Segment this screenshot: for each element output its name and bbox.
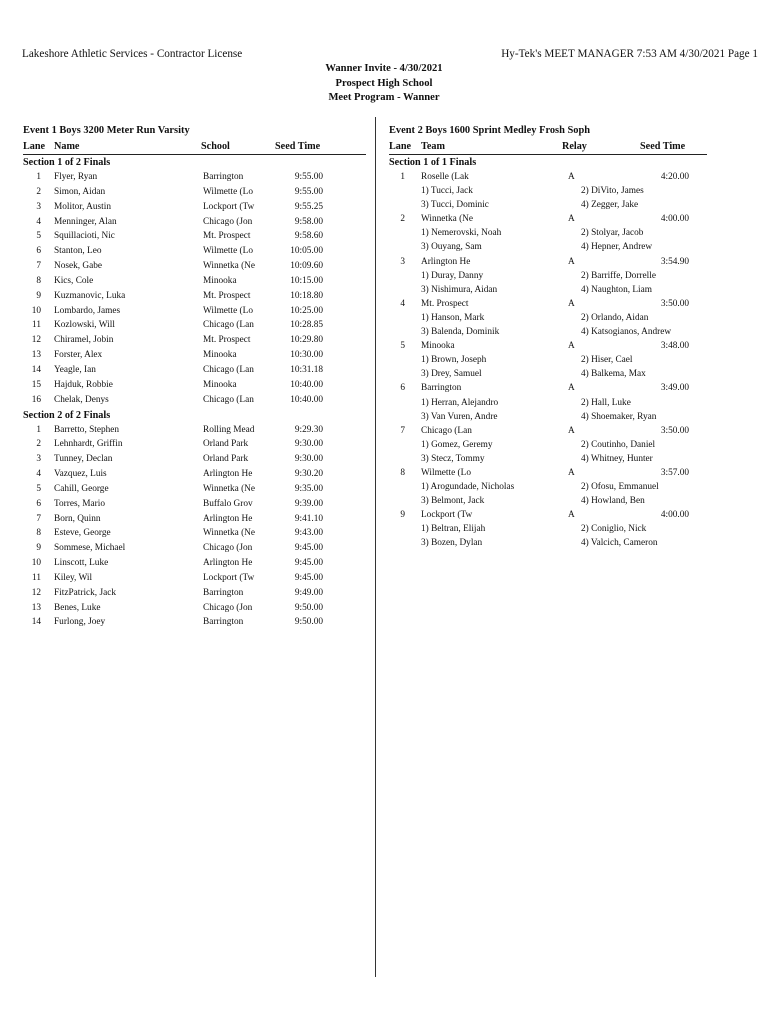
- relay-leg: 2) DiVito, James: [581, 186, 644, 197]
- school-name: Mt. Prospect: [203, 290, 251, 301]
- section-title: Section 1 of 2 Finals: [23, 157, 111, 168]
- seed-time: 9:49.00: [294, 587, 323, 598]
- seed-time: 10:25.00: [290, 305, 323, 316]
- athlete-name: Barretto, Stephen: [54, 424, 120, 435]
- lane-number: 8: [36, 528, 41, 539]
- table-row: [23, 615, 366, 630]
- table-row: [23, 348, 366, 363]
- athlete-name: Furlong, Joey: [54, 617, 106, 628]
- seed-time: 9:55.00: [294, 186, 323, 197]
- seed-time: 4:00.00: [660, 510, 689, 521]
- event-2-sections: [389, 155, 707, 551]
- relay-leg: 4) Valcich, Cameron: [581, 538, 658, 549]
- table-row: [23, 274, 366, 289]
- seed-time: 10:40.00: [290, 379, 323, 390]
- relay-leg: 1) Beltran, Elijah: [421, 524, 486, 535]
- relay-team-row: [389, 466, 707, 480]
- school-name: Chicago (Jon: [203, 602, 253, 613]
- school-name: Wilmette (Lo: [203, 305, 253, 316]
- relay-leg: 1) Hanson, Mark: [421, 312, 485, 323]
- lane-number: 4: [36, 469, 41, 480]
- seed-time: 10:28.85: [290, 320, 323, 331]
- header-software-timestamp: Hy-Tek's MEET MANAGER 7:53 AM 4/30/2021 Page 1: [501, 48, 758, 60]
- lane-number: 4: [36, 216, 41, 227]
- table-row: [23, 393, 366, 408]
- lane-number: 12: [31, 587, 41, 598]
- relay-leg: 1) Nemerovski, Noah: [421, 228, 502, 239]
- team-name: Winnetka (Ne: [421, 214, 474, 225]
- athlete-name: Simon, Aidan: [54, 186, 106, 197]
- lane-number: 3: [400, 256, 405, 267]
- relay-leg: 3) Tucci, Dominic: [421, 200, 489, 211]
- relay-leg: 1) Brown, Joseph: [421, 355, 487, 366]
- lane-number: 8: [36, 275, 41, 286]
- table-row: [23, 571, 366, 586]
- lane-number: 6: [36, 246, 41, 257]
- relay-leg: 4) Balkema, Max: [581, 369, 646, 380]
- seed-time: 3:48.00: [660, 341, 689, 352]
- seed-time: 10:29.80: [290, 335, 323, 346]
- lane-number: 11: [32, 572, 41, 583]
- relay-letter: A: [568, 467, 575, 478]
- lane-number: 2: [36, 186, 41, 197]
- lane-number: 7: [400, 425, 405, 436]
- school-name: Chicago (Jon: [203, 543, 253, 554]
- seed-time: 9:30.00: [294, 439, 323, 450]
- team-name: Minooka: [421, 341, 455, 352]
- table-row: [23, 170, 366, 185]
- school-name: Orland Park: [203, 439, 249, 450]
- team-name: Barrington: [421, 383, 462, 394]
- relay-legs-row: [389, 396, 707, 410]
- meet-venue: Prospect High School: [335, 77, 433, 89]
- athlete-name: Lehnhardt, Griffin: [54, 439, 123, 450]
- school-name: Arlington He: [203, 513, 253, 524]
- table-row: [23, 215, 366, 230]
- meet-title: Wanner Invite - 4/30/2021: [325, 63, 443, 74]
- table-row: [23, 363, 366, 378]
- relay-letter: A: [568, 341, 575, 352]
- athlete-name: Forster, Alex: [54, 350, 103, 361]
- lane-number: 3: [36, 454, 41, 465]
- athlete-name: Squillacioti, Nic: [54, 231, 115, 242]
- relay-leg: 3) Belmont, Jack: [421, 496, 485, 507]
- athlete-name: Yeagle, Ian: [54, 364, 96, 375]
- relay-letter: A: [568, 214, 575, 225]
- table-row: [23, 586, 366, 601]
- lane-header: Lane: [389, 141, 412, 152]
- table-row: [23, 437, 366, 452]
- school-name: Barrington: [203, 172, 244, 182]
- school-name: Arlington He: [203, 469, 253, 480]
- table-row: [23, 452, 366, 467]
- seed-time: 9:45.00: [294, 558, 323, 569]
- section-title: Section 1 of 1 Finals: [389, 157, 477, 168]
- athlete-name: Nosek, Gabe: [54, 261, 103, 272]
- relay-header: Relay: [562, 141, 587, 152]
- relay-leg: 3) Stecz, Tommy: [421, 453, 485, 464]
- athlete-name: Cahill, George: [54, 483, 109, 494]
- athlete-name: Kics, Cole: [54, 275, 94, 286]
- school-header: School: [201, 141, 230, 152]
- relay-legs-row: [389, 240, 707, 254]
- athlete-name: Born, Quinn: [54, 513, 101, 524]
- relay-letter: A: [568, 256, 575, 267]
- relay-team-row: [389, 424, 707, 438]
- seed-time: 10:09.60: [290, 261, 323, 272]
- seed-time: 10:31.18: [290, 364, 323, 375]
- seed-time: 9:45.00: [294, 572, 323, 583]
- relay-leg: 3) Drey, Samuel: [421, 369, 482, 380]
- event-1-column-header: [23, 140, 366, 155]
- relay-letter: A: [568, 425, 575, 436]
- lane-header: Lane: [23, 141, 46, 152]
- header-license: Lakeshore Athletic Services - Contractor License: [22, 48, 243, 60]
- seed-time: 10:18.80: [290, 290, 323, 301]
- school-name: Chicago (Jon: [203, 216, 253, 227]
- lane-number: 13: [31, 602, 41, 613]
- seed-time: 9:41.10: [294, 513, 323, 524]
- event-1-title: Event 1 Boys 3200 Meter Run Varsity: [23, 125, 190, 136]
- school-name: Wilmette (Lo: [203, 186, 253, 197]
- seed-time: 9:55.00: [294, 172, 323, 182]
- lane-number: 2: [400, 214, 405, 225]
- athlete-name: Kiley, Wil: [54, 572, 93, 583]
- school-name: Orland Park: [203, 454, 249, 465]
- table-row: [23, 259, 366, 274]
- relay-leg: 2) Coniglio, Nick: [581, 524, 647, 535]
- school-name: Winnetka (Ne: [203, 261, 256, 272]
- relay-leg: 1) Herran, Alejandro: [421, 397, 499, 408]
- school-name: Mt. Prospect: [203, 231, 251, 242]
- relay-leg: 3) Balenda, Dominik: [421, 327, 500, 338]
- seed-time: 9:58.60: [294, 231, 323, 242]
- school-name: Winnetka (Ne: [203, 528, 256, 539]
- relay-legs-row: [389, 198, 707, 212]
- relay-legs-row: [389, 325, 707, 339]
- seed-time: 3:54.90: [660, 256, 689, 267]
- relay-leg: 4) Whitney, Hunter: [581, 453, 653, 464]
- athlete-name: FitzPatrick, Jack: [54, 587, 116, 598]
- table-row: [23, 526, 366, 541]
- athlete-name: Linscott, Luke: [54, 558, 109, 569]
- athlete-name: Stanton, Leo: [54, 246, 102, 257]
- relay-leg: 4) Hepner, Andrew: [581, 242, 653, 253]
- relay-legs-row: [389, 522, 707, 536]
- relay-leg: 4) Shoemaker, Ryan: [581, 411, 657, 422]
- relay-leg: 2) Hall, Luke: [581, 397, 631, 408]
- lane-number: 1: [36, 172, 41, 182]
- table-row: [23, 200, 366, 215]
- relay-leg: 3) Van Vuren, Andre: [421, 411, 498, 422]
- school-name: Wilmette (Lo: [203, 246, 253, 257]
- athlete-name: Torres, Mario: [54, 498, 105, 509]
- lane-number: 15: [31, 379, 41, 390]
- event-2-column-header: [389, 140, 707, 155]
- relay-legs-row: [389, 311, 707, 325]
- table-row: [23, 304, 366, 319]
- seed-time: 9:58.00: [294, 216, 323, 227]
- relay-leg: 2) Barriffe, Dorrelle: [581, 270, 656, 281]
- relay-team-row: [389, 381, 707, 395]
- athlete-name: Sommese, Michael: [54, 543, 126, 554]
- seed-time: 9:35.00: [294, 483, 323, 494]
- team-name: Mt. Prospect: [421, 298, 469, 309]
- seed-time: 9:50.00: [294, 602, 323, 613]
- seed-time: 3:50.00: [660, 425, 689, 436]
- relay-leg: 3) Bozen, Dylan: [421, 538, 483, 549]
- relay-legs-row: [389, 283, 707, 297]
- team-name: Chicago (Lan: [421, 425, 472, 436]
- lane-number: 10: [31, 305, 41, 316]
- seed-time: 9:55.25: [294, 201, 323, 212]
- lane-number: 11: [32, 320, 41, 331]
- lane-number: 7: [36, 513, 41, 524]
- meet-program-title: Meet Program - Wanner: [328, 92, 440, 103]
- lane-number: 10: [31, 558, 41, 569]
- seed-time: 10:40.00: [290, 394, 323, 405]
- seed-time: 10:30.00: [290, 350, 323, 361]
- relay-leg: 4) Katsogianos, Andrew: [581, 327, 672, 338]
- relay-leg: 2) Orlando, Aidan: [581, 312, 649, 323]
- athlete-name: Kuzmanovic, Luka: [54, 290, 126, 301]
- school-name: Arlington He: [203, 558, 253, 569]
- table-row: [23, 318, 366, 333]
- relay-leg: 1) Tucci, Jack: [421, 186, 473, 197]
- table-row: [23, 333, 366, 348]
- relay-team-row: [389, 508, 707, 522]
- seed-time: 3:50.00: [660, 298, 689, 309]
- seed-time: 9:45.00: [294, 543, 323, 554]
- table-row: [23, 556, 366, 571]
- lane-number: 16: [31, 394, 41, 405]
- team-name: Lockport (Tw: [421, 510, 473, 521]
- lane-number: 14: [31, 364, 41, 375]
- table-row: [23, 541, 366, 556]
- relay-leg: 3) Ouyang, Sam: [421, 242, 482, 253]
- athlete-name: Molitor, Austin: [54, 201, 111, 212]
- school-name: Chicago (Lan: [203, 364, 254, 375]
- athlete-name: Flyer, Ryan: [54, 172, 98, 182]
- table-row: [23, 482, 366, 497]
- table-row: [23, 244, 366, 259]
- lane-number: 3: [36, 201, 41, 212]
- meet-title-block: [0, 62, 768, 106]
- school-name: Winnetka (Ne: [203, 483, 256, 494]
- athlete-name: Esteve, George: [54, 528, 111, 539]
- table-row: [23, 601, 366, 616]
- relay-legs-row: [389, 367, 707, 381]
- lane-number: 5: [36, 483, 41, 494]
- athlete-name: Hajduk, Robbie: [54, 379, 113, 390]
- school-name: Lockport (Tw: [203, 572, 255, 583]
- event-2-column: [389, 124, 707, 551]
- seed-time: 3:49.00: [660, 383, 689, 394]
- lane-number: 12: [31, 335, 41, 346]
- relay-team-row: [389, 212, 707, 226]
- athlete-name: Tunney, Declan: [54, 454, 113, 465]
- school-name: Chicago (Lan: [203, 394, 254, 405]
- relay-team-row: [389, 297, 707, 311]
- lane-number: 1: [400, 172, 405, 182]
- school-name: Chicago (Lan: [203, 320, 254, 331]
- athlete-name: Kozlowski, Will: [54, 320, 115, 331]
- relay-letter: A: [568, 383, 575, 394]
- athlete-name: Chiramel, Jobin: [54, 335, 114, 346]
- school-name: Minooka: [203, 379, 237, 390]
- relay-letter: A: [568, 510, 575, 521]
- school-name: Rolling Mead: [203, 424, 255, 435]
- relay-legs-row: [389, 410, 707, 424]
- seed-time: 9:29.30: [294, 424, 323, 435]
- lane-number: 6: [36, 498, 41, 509]
- lane-number: 1: [36, 424, 41, 435]
- table-row: [23, 467, 366, 482]
- relay-leg: 2) Stolyar, Jacob: [581, 228, 644, 239]
- table-row: [23, 512, 366, 527]
- lane-number: 8: [400, 467, 405, 478]
- lane-number: 5: [36, 231, 41, 242]
- relay-letter: A: [568, 298, 575, 309]
- event-1-sections: [23, 155, 366, 630]
- team-name: Roselle (Lak: [421, 172, 469, 182]
- lane-number: 9: [400, 510, 405, 521]
- seed-time-header: Seed Time: [640, 141, 686, 152]
- table-row: [23, 378, 366, 393]
- seed-time: 9:50.00: [294, 617, 323, 628]
- relay-legs-row: [389, 269, 707, 283]
- relay-leg: 1) Duray, Danny: [421, 270, 484, 281]
- school-name: Mt. Prospect: [203, 335, 251, 346]
- relay-legs-row: [389, 438, 707, 452]
- relay-legs-row: [389, 226, 707, 240]
- lane-number: 9: [36, 290, 41, 301]
- athlete-name: Benes, Luke: [54, 602, 101, 613]
- relay-team-row: [389, 170, 707, 184]
- school-name: Minooka: [203, 350, 237, 361]
- seed-time: 9:43.00: [294, 528, 323, 539]
- seed-time: 9:30.00: [294, 454, 323, 465]
- table-row: [23, 229, 366, 244]
- seed-time: 4:00.00: [660, 214, 689, 225]
- relay-legs-row: [389, 184, 707, 198]
- seed-time: 4:20.00: [660, 172, 689, 182]
- school-name: Buffalo Grov: [203, 498, 253, 509]
- relay-letter: A: [568, 172, 575, 182]
- lane-number: 9: [36, 543, 41, 554]
- event-2-title: Event 2 Boys 1600 Sprint Medley Frosh Soph: [389, 125, 591, 136]
- relay-team-row: [389, 339, 707, 353]
- relay-leg: 4) Howland, Ben: [581, 496, 645, 507]
- school-name: Minooka: [203, 275, 237, 286]
- relay-leg: 1) Gomez, Geremy: [421, 439, 493, 450]
- relay-legs-row: [389, 452, 707, 466]
- relay-leg: 2) Hiser, Cael: [581, 355, 633, 366]
- athlete-name: Chelak, Denys: [54, 394, 109, 405]
- team-header: Team: [421, 141, 445, 152]
- team-name: Wilmette (Lo: [421, 467, 471, 478]
- athlete-name: Vazquez, Luis: [54, 469, 107, 480]
- school-name: Barrington: [203, 617, 244, 628]
- seed-time: 9:39.00: [294, 498, 323, 509]
- relay-leg: 2) Ofosu, Emmanuel: [581, 482, 659, 493]
- relay-leg: 4) Zegger, Jake: [581, 200, 639, 211]
- table-row: [23, 423, 366, 438]
- relay-leg: 1) Arogundade, Nicholas: [421, 482, 515, 493]
- lane-number: 7: [36, 261, 41, 272]
- seed-time: 10:05.00: [290, 246, 323, 257]
- lane-number: 5: [400, 341, 405, 352]
- relay-legs-row: [389, 480, 707, 494]
- relay-leg: 4) Naughton, Liam: [581, 284, 653, 295]
- seed-time: 10:15.00: [290, 275, 323, 286]
- school-name: Lockport (Tw: [203, 201, 255, 212]
- relay-team-row: [389, 255, 707, 269]
- school-name: Barrington: [203, 587, 244, 598]
- column-divider: [375, 117, 376, 977]
- name-header: Name: [54, 141, 80, 152]
- athlete-name: Lombardo, James: [54, 305, 121, 316]
- event-1-column: [23, 124, 366, 630]
- lane-number: 4: [400, 298, 405, 309]
- relay-leg: 3) Nishimura, Aidan: [421, 284, 498, 295]
- team-name: Arlington He: [421, 256, 471, 267]
- lane-number: 14: [31, 617, 41, 628]
- table-row: [23, 289, 366, 304]
- relay-legs-row: [389, 536, 707, 550]
- relay-leg: 2) Coutinho, Daniel: [581, 439, 656, 450]
- relay-legs-row: [389, 494, 707, 508]
- athlete-name: Menninger, Alan: [54, 216, 117, 227]
- seed-time: 3:57.00: [660, 467, 689, 478]
- lane-number: 13: [31, 350, 41, 361]
- seed-time: 9:30.20: [294, 469, 323, 480]
- relay-legs-row: [389, 353, 707, 367]
- lane-number: 6: [400, 383, 405, 394]
- table-row: [23, 497, 366, 512]
- lane-number: 2: [36, 439, 41, 450]
- seed-time-header: Seed Time: [275, 141, 321, 152]
- section-title: Section 2 of 2 Finals: [23, 409, 111, 421]
- table-row: [23, 185, 366, 200]
